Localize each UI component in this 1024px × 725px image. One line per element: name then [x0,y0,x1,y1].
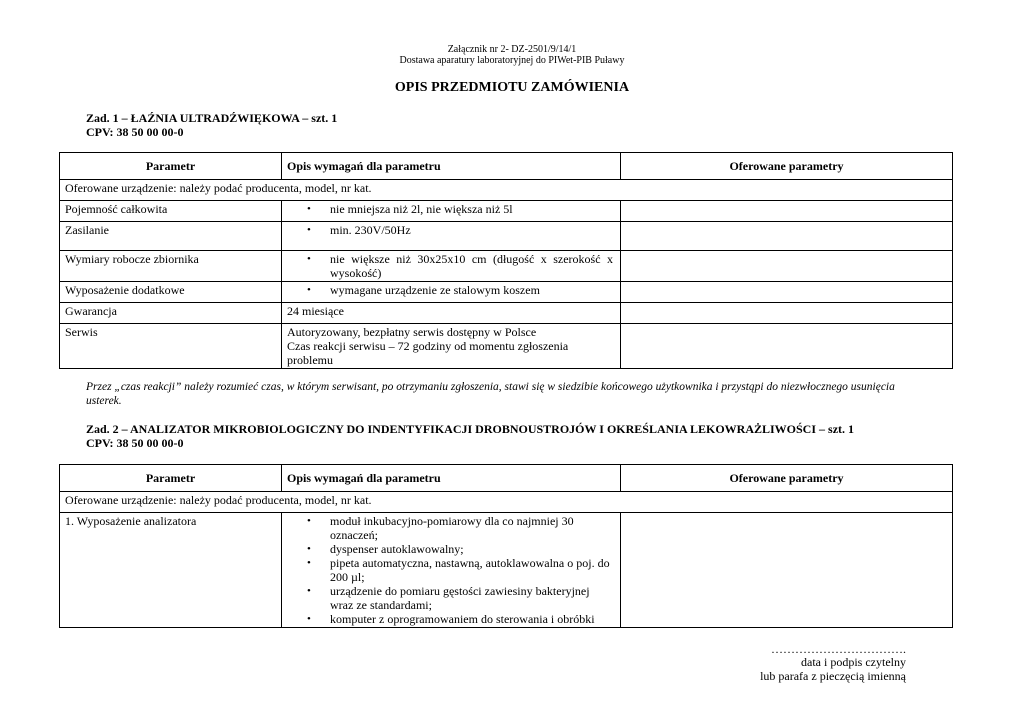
signature-dots: ……………………………. [771,642,906,656]
param-cell: 1. Wyposażenie analizatora [60,513,282,628]
offered-input-cell[interactable] [621,282,953,303]
header-line-2: Dostawa aparatury laboratoryjnej do PIWet-PIB Puławy [399,55,625,66]
list-item: • pipeta automatyczna, nastawną, autoklawowalna o poj. do 200 µl; [287,556,615,584]
requirement-cell [282,513,621,628]
column-header-opis: Opis wymagań dla parametru [282,465,621,492]
table-row [60,513,953,628]
offered-input-cell[interactable] [621,222,953,251]
table-row-offered [60,180,953,201]
table-row [60,324,953,369]
column-header-opis: Opis wymagań dla parametru [282,153,621,180]
service-line: Czas reakcji serwisu – 72 godziny od momentu zgłoszenia problemu [287,339,569,367]
table-row [60,303,953,324]
reaction-time-note: Przez „czas reakcji” należy rozumieć czas, w którym serwisant, po otrzymaniu zgłoszenia, stawi się w siedzibie końcowego użytkownika i przystąpi do niezwłocznego usunięcia usterek. [86,381,895,407]
list-item: • nie większe niż 30x25x10 cm (długość x szerokość x wysokość) [287,252,615,280]
offered-device-cell: Oferowane urządzenie: należy podać producenta, model, nr kat. [60,180,953,201]
list-item: • moduł inkubacyjno-pomiarowy dla co najmniej 30 oznaczeń; [287,514,615,542]
param-cell: Pojemność całkowita [60,201,282,222]
zad2-heading: Zad. 2 – ANALIZATOR MIKROBIOLOGICZNY DO INDENTYFIKACJI DROBNOUSTROJÓW I OKREŚLANIA LEKOWRAŻLIWOŚCI – szt. 1 [86,422,855,436]
column-header-parametr: Parametr [60,153,282,180]
offered-input-cell[interactable] [621,513,953,628]
requirement-cell [282,222,621,251]
requirement-cell: 24 miesiące [282,303,621,324]
column-header-oferowane: Oferowane parametry [621,465,953,492]
zad1-cpv: CPV: 38 50 00 00-0 [86,125,184,139]
list-item: • min. 230V/50Hz [287,223,615,237]
list-item: • nie mniejsza niż 2l, nie większa niż 5l [287,202,615,216]
param-cell: Gwarancja [60,303,282,324]
requirement-cell [282,251,621,282]
list-item: • komputer z oprogramowaniem do sterowania i obróbki [287,612,615,626]
param-cell: Wymiary robocze zbiornika [60,251,282,282]
offered-input-cell[interactable] [621,303,953,324]
header-line-1: Załącznik nr 2- DZ-2501/9/14/1 [447,44,577,55]
table-row-offered [60,492,953,513]
offered-device-cell: Oferowane urządzenie: należy podać producenta, model, nr kat. [60,492,953,513]
column-header-parametr: Parametr [60,465,282,492]
offered-input-cell[interactable] [621,324,953,369]
service-line: Autoryzowany, bezpłatny serwis dostępny w Polsce [287,325,537,339]
requirement-cell [282,324,621,369]
list-item: • wymagane urządzenie ze stalowym koszem [287,283,615,297]
zad2-table [59,464,953,628]
signature-line-1: data i podpis czytelny [801,655,906,669]
column-header-oferowane: Oferowane parametry [621,153,953,180]
table-row [60,201,953,222]
zad1-heading: Zad. 1 – ŁAŹNIA ULTRADŹWIĘKOWA – szt. 1 [86,111,338,125]
param-cell: Serwis [60,324,282,369]
table-header-row [60,153,953,180]
requirement-cell [282,201,621,222]
offered-input-cell[interactable] [621,201,953,222]
list-item: • dyspenser autoklawowalny; [287,542,615,556]
table-header-row [60,465,953,492]
signature-line-2: lub parafa z pieczęcią imienną [760,669,906,683]
table-row [60,282,953,303]
requirement-cell [282,282,621,303]
param-cell: Zasilanie [60,222,282,251]
table-row [60,251,953,282]
zad2-cpv: CPV: 38 50 00 00-0 [86,436,184,450]
page-title: OPIS PRZEDMIOTU ZAMÓWIENIA [394,80,630,95]
param-cell: Wyposażenie dodatkowe [60,282,282,303]
offered-input-cell[interactable] [621,251,953,282]
zad1-table [59,152,953,369]
table-row [60,222,953,251]
list-item: • urządzenie do pomiaru gęstości zawiesiny bakteryjnej wraz ze standardami; [287,584,615,612]
